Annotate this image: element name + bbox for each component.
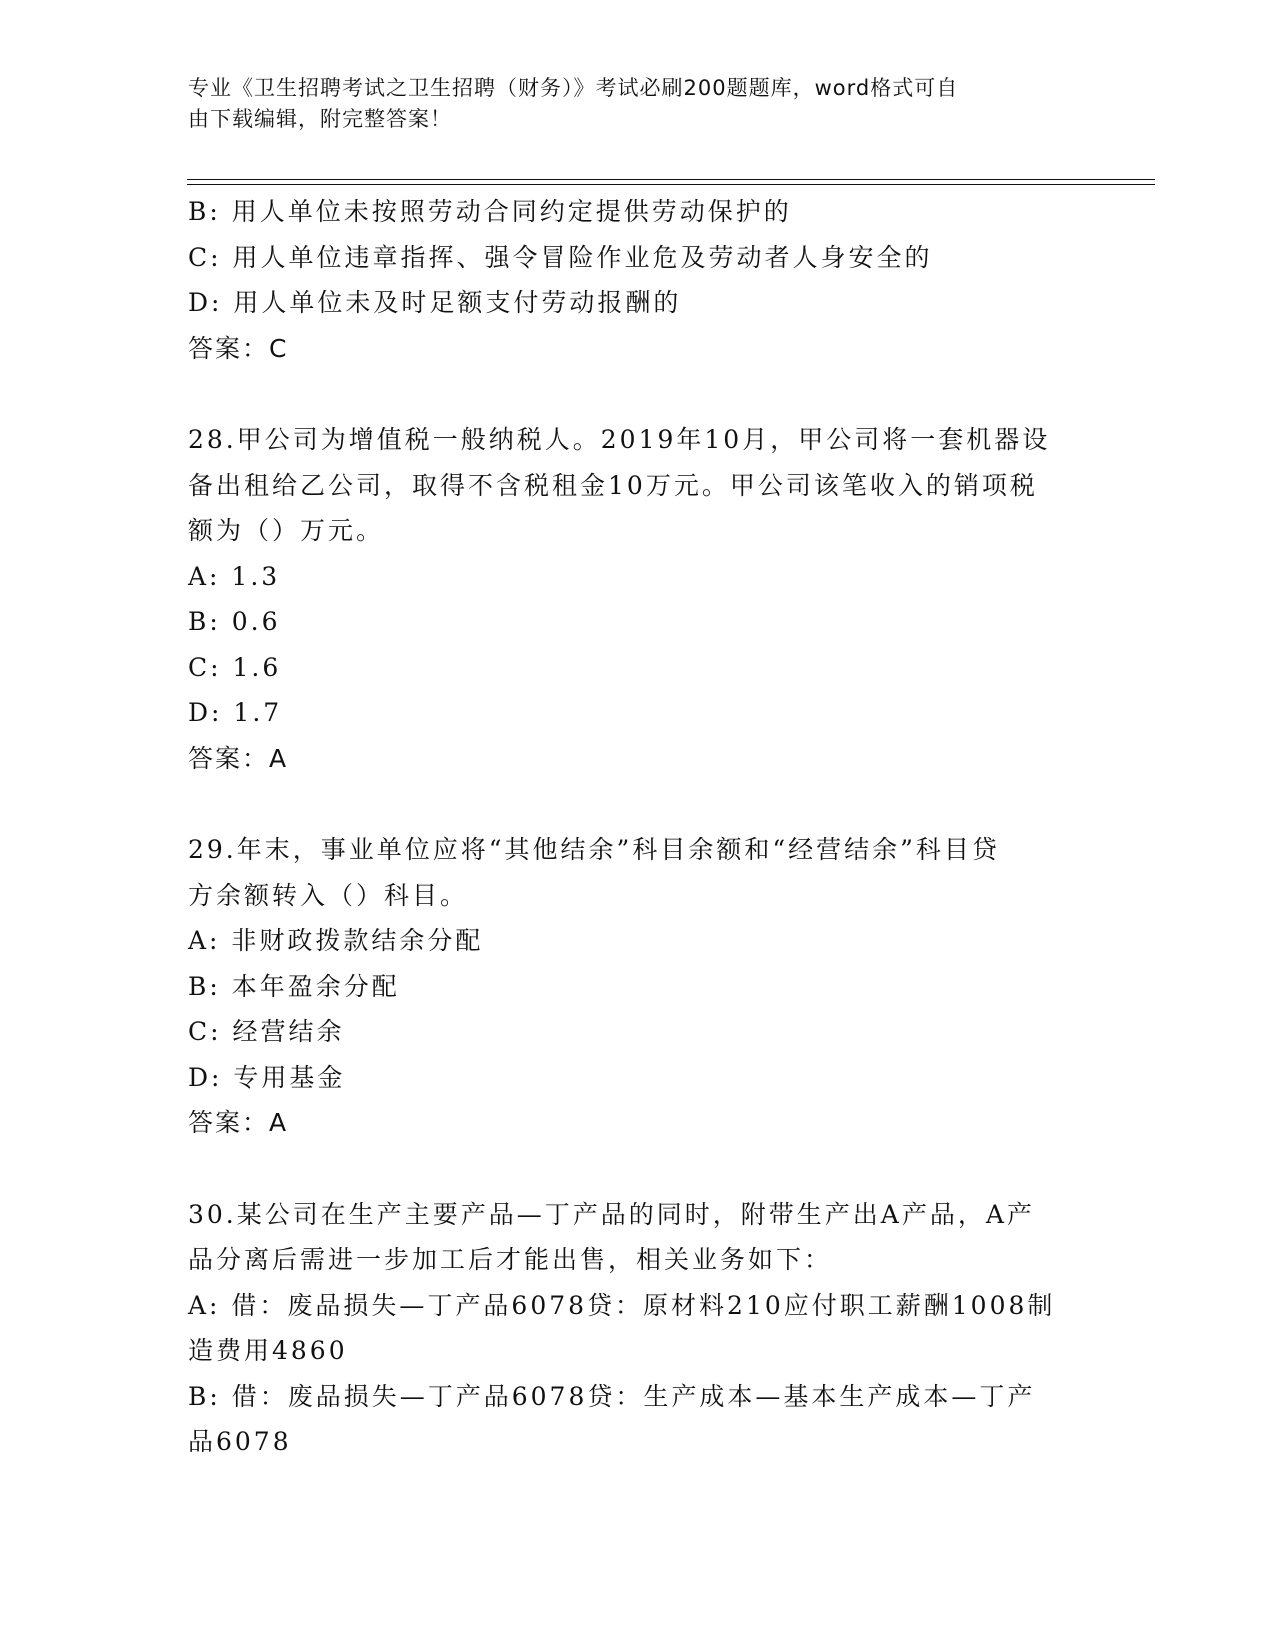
option-d: D: 1.7 xyxy=(188,698,283,727)
question-stem-line: 品分离后需进一步加工后才能出售，相关业务如下： xyxy=(188,1245,833,1274)
question-stem-line: 29.年末，事业单位应将“其他结余”科目余额和“经营结余”科目贷 xyxy=(188,835,1000,864)
option-c: C: 经营结余 xyxy=(188,1017,345,1046)
header-title-line-2: 由下载编辑，附完整答案！ xyxy=(188,107,452,131)
option-b: B: 本年盈余分配 xyxy=(188,971,400,1001)
question-stem-line: 方余额转入（）科目。 xyxy=(188,880,469,910)
header-rule-second xyxy=(187,184,1155,185)
header-rule-thin xyxy=(187,179,1155,180)
question-stem-line: 额为（）万元。 xyxy=(188,516,385,545)
option-a: A: 1.3 xyxy=(188,561,281,591)
answer: 答案：A xyxy=(188,743,289,773)
answer: 答案：C xyxy=(188,333,289,363)
document-header xyxy=(188,73,1068,135)
question-27-tail xyxy=(188,189,1088,371)
header-title-line-1: 专业《卫生招聘考试之卫生招聘（财务）》考试必刷200题题库，word格式可自 xyxy=(188,76,959,100)
question-stem-line: 备出租给乙公司，取得不含税租金10万元。甲公司该笔收入的销项税 xyxy=(188,470,1038,500)
option-a-continued: 造费用4860 xyxy=(188,1336,348,1365)
document-body xyxy=(188,189,1088,1465)
spacer xyxy=(188,1146,1088,1192)
option-b: B: 借：废品损失—丁产品6078贷：生产成本—基本生产成本—丁产 xyxy=(188,1381,1036,1411)
option-d: D: 用人单位未及时足额支付劳动报酬的 xyxy=(188,288,682,317)
option-c: C: 1.6 xyxy=(188,652,282,682)
option-d: D: 专用基金 xyxy=(188,1062,346,1092)
question-29 xyxy=(188,827,1088,1146)
question-stem-line: 28.甲公司为增值税一般纳税人。2019年10月，甲公司将一套机器设 xyxy=(188,425,1051,454)
spacer xyxy=(188,781,1088,827)
option-b: B: 0.6 xyxy=(188,607,281,636)
option-b: B: 用人单位未按照劳动合同约定提供劳动保护的 xyxy=(188,197,792,226)
question-stem-line: 30.某公司在生产主要产品—丁产品的同时，附带生产出A产品，A产 xyxy=(188,1199,1035,1229)
answer: 答案：A xyxy=(188,1108,289,1137)
spacer xyxy=(188,371,1088,417)
question-28 xyxy=(188,417,1088,781)
option-c: C: 用人单位违章指挥、强令冒险作业危及劳动者人身安全的 xyxy=(188,242,933,272)
option-a: A: 借：废品损失—丁产品6078贷：原材料210应付职工薪酬1008制 xyxy=(188,1290,1056,1320)
question-30 xyxy=(188,1192,1088,1465)
option-a: A: 非财政拨款结余分配 xyxy=(188,926,484,955)
option-b-continued: 品6078 xyxy=(188,1427,292,1456)
